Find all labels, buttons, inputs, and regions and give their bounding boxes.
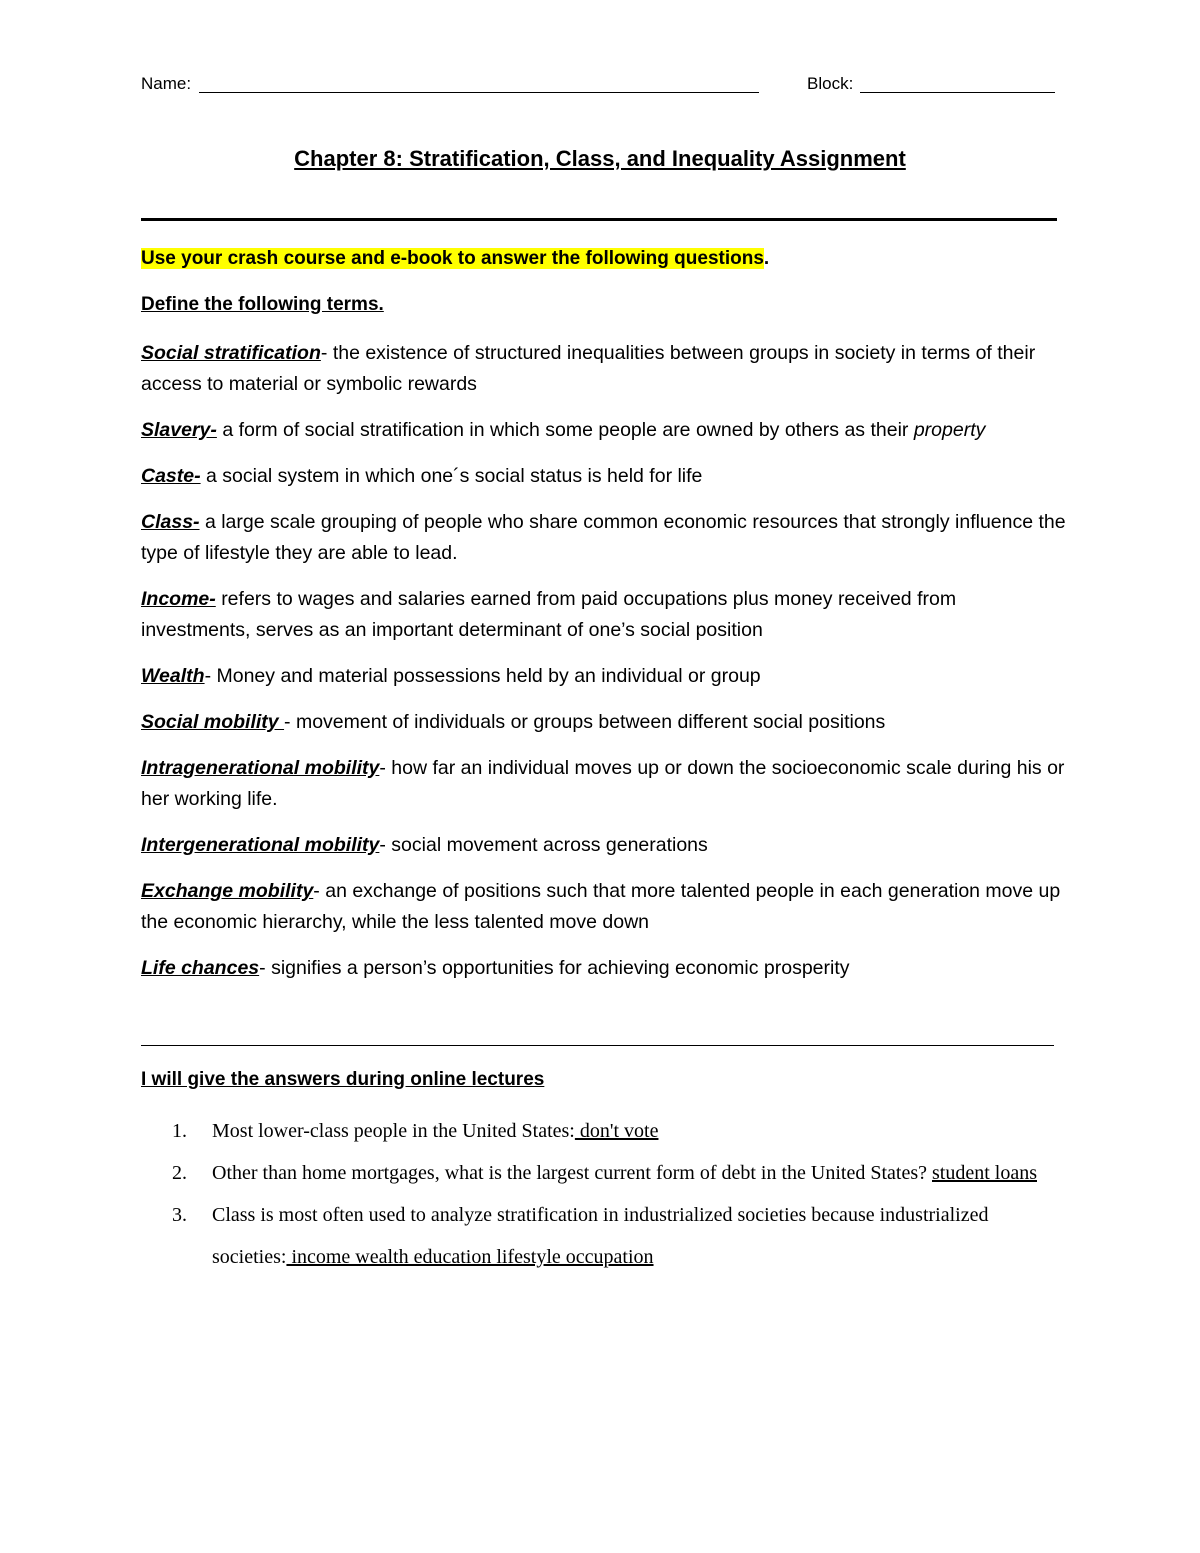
question-answer: income wealth education lifestyle occupation	[286, 1246, 654, 1268]
question-number: 2.	[172, 1162, 187, 1184]
question-text: Most lower-class people in the United States:	[212, 1120, 575, 1142]
question-number: 1.	[172, 1120, 187, 1142]
term-item	[141, 415, 1066, 446]
document-title: Chapter 8: Stratification, Class, and Inequality Assignment	[294, 146, 906, 171]
question-answer: don't vote	[574, 1120, 659, 1142]
term-separator: -	[204, 665, 217, 687]
term-definition: refers to wages and salaries earned from paid occupations plus money received from investments, serves as an important determinant of one’s social position	[141, 588, 957, 641]
title-divider	[141, 218, 1057, 221]
question-item	[172, 1194, 1062, 1278]
name-blank-line	[199, 92, 759, 93]
term-definition: a form of social stratification in which some people are owned by others as their	[222, 419, 909, 441]
question-text: Other than home mortgages, what is the largest current form of debt in the United States?	[212, 1162, 932, 1184]
term-item	[141, 584, 1066, 646]
question-item	[172, 1110, 1062, 1152]
term-name: Life chances	[141, 957, 260, 979]
term-definition: movement of individuals or groups between different social positions	[295, 711, 886, 733]
term-item	[141, 707, 1066, 738]
term-definition: the existence of structured inequalities between groups in society in terms of their access to material or symbolic rewards	[141, 342, 1036, 395]
term-name: Social stratification	[141, 342, 321, 364]
question-answer: student loans	[932, 1162, 1037, 1184]
term-definition: a social system in which one´s social status is held for life	[206, 465, 703, 487]
term-item	[141, 753, 1066, 815]
term-name: Intragenerational mobility	[141, 757, 380, 779]
block-label: Block:	[807, 74, 854, 93]
instruction-highlight: Use your crash course and e-book to answer the following questions	[141, 248, 764, 269]
term-separator: -	[284, 711, 296, 733]
term-name: Intergenerational mobility	[141, 834, 380, 856]
term-separator: -	[259, 957, 272, 979]
term-item	[141, 661, 1066, 692]
term-item	[141, 507, 1066, 569]
term-definition: how far an individual moves up or down the socioeconomic scale during his or her working life.	[141, 757, 1065, 810]
block-blank-line	[860, 92, 1055, 93]
term-definition: social movement across generations	[391, 834, 708, 856]
question-item	[172, 1152, 1062, 1194]
terms-heading: Define the following terms.	[141, 294, 384, 315]
term-item	[141, 461, 1066, 492]
name-label: Name:	[141, 74, 192, 93]
term-separator: -	[379, 834, 392, 856]
term-name: Exchange mobility	[141, 880, 314, 902]
term-name: Social mobility	[141, 711, 285, 733]
instruction-period: .	[763, 248, 770, 269]
term-item	[141, 830, 1066, 861]
term-name: Caste-	[141, 465, 201, 487]
term-definition: an exchange of positions such that more talented people in each generation move up the economic hierarchy, while the less talented move down	[141, 880, 1061, 933]
term-definition: signifies a person’s opportunities for achieving economic prosperity	[271, 957, 850, 979]
term-definition-italic: property	[913, 419, 986, 441]
term-definition: Money and material possessions held by an individual or group	[216, 665, 761, 687]
term-name: Wealth	[141, 665, 205, 687]
term-name: Slavery-	[141, 419, 217, 441]
term-name: Class-	[141, 511, 200, 533]
term-item	[141, 338, 1066, 400]
student-info-row	[141, 74, 1055, 100]
section-divider	[141, 1045, 1054, 1046]
questions-list	[172, 1110, 1062, 1278]
question-text: Class is most often used to analyze stratification in industrialized societies because industrialized societies:	[212, 1204, 989, 1268]
term-item	[141, 953, 1066, 984]
term-item	[141, 876, 1066, 938]
term-separator: -	[313, 880, 326, 902]
term-name: Income-	[141, 588, 216, 610]
question-number: 3.	[172, 1204, 187, 1226]
term-separator: -	[379, 757, 392, 779]
lectures-heading: I will give the answers during online lectures	[141, 1069, 545, 1090]
terms-list	[141, 338, 1066, 999]
term-separator: -	[320, 342, 333, 364]
instruction-line	[141, 248, 769, 270]
term-definition: a large scale grouping of people who share common economic resources that strongly influence the type of lifestyle they are able to lead.	[141, 511, 1066, 564]
